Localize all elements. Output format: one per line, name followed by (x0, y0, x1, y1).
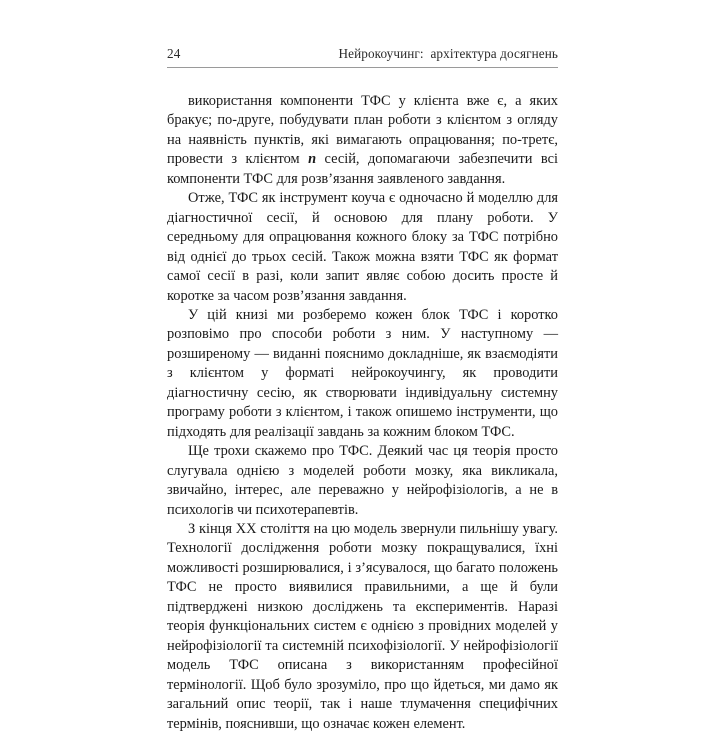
paragraph: У цій книзі ми розберемо кожен блок ТФС і коротко розповімо про способи роботи з ним. У наступному — розширеному — виданні пояснимо докладніше, як взаємодіяти з клієнтом у форматі нейрокоучингу, як проводити діагностичну сесію, як створювати індивідуальну системну програму роботи з клієнтом, і також опишемо інструменти, що підходять для реалізації завдань за кожним блоком ТФС. (167, 306, 558, 440)
paragraph: використання компоненти ТФС у клієнта вже є, а яких бракує; по-друге, побудувати план роботи з клієнтом з огляду на наявність пунктів, які вимагають опрацювання; по-третє, провести з клієнтом n сесій, допомагаючи забезпечити всі компоненти ТФС для розв’язання заявленого завдання. (167, 93, 558, 187)
body-copy (167, 92, 558, 734)
paragraph: З кінця XX століття на цю модель звернули пильнішу увагу. Технології дослідження роботи мозку покращувалися, їхні можливості розширювалися, і з’ясувалося, що багато положень ТФС не просто виявилися правильними, а ще й були підтверджені низкою досліджень та експериментів. Наразі теорія функціональних систем є однією з провідних моделей у нейрофізіології та системній психофізіології. У нейрофізіології модель ТФС описана з використанням професійної термінології. Щоб було зрозуміло, про що йдеться, ми дамо як загальний опис теорії, так і наше тлумачення специфічних термінів, пояснивши, що означає кожен елемент. (167, 520, 558, 732)
header-rule (167, 67, 558, 68)
running-header (167, 46, 558, 66)
paragraph: Отже, ТФС як інструмент коуча є одночасно й моделлю для діагностичної сесії, й основою для плану роботи. У середньому для опрацювання кожного блоку за ТФС потрібно від однієї до трьох сесій. Також можна взяти ТФС як формат самої сесії в разі, коли запит являє собою досить просте й коротке за часом розв’язання завдання. (167, 190, 558, 304)
page-text-block (167, 46, 558, 734)
emphasised-variable: n (308, 151, 317, 168)
page-number: 24 (167, 46, 181, 61)
paragraph: Ще трохи скажемо про ТФС. Деякий час ця теорія просто слугувала однією з моделей роботи мозку, яка викликала, звичайно, інтерес, але переважно у нейрофізіологів, а не в психологів чи психотерапевтів. (167, 443, 558, 518)
running-title: Нейрокоучинг: архітектура досягнень (338, 46, 558, 61)
